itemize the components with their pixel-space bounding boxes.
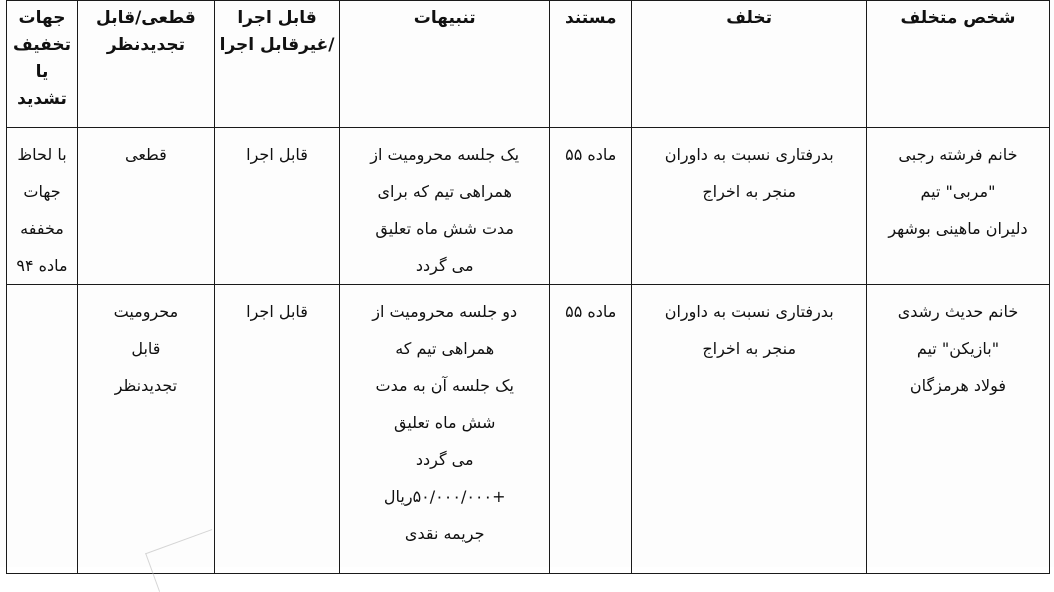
cell-basis: ماده ۵۵	[550, 285, 632, 574]
cell-final: قطعی	[78, 128, 215, 285]
cell-final: محرومیت قابل تجدیدنظر	[78, 285, 215, 574]
header-grounds: جهات تخفیف یا تشدید	[7, 1, 78, 128]
table-row	[7, 285, 1050, 574]
cell-basis: ماده ۵۵	[550, 128, 632, 285]
header-final: قطعی/قابل تجدیدنظر	[78, 1, 215, 128]
header-row	[7, 1, 1050, 128]
cell-penalty: یک جلسه محرومیت از همراهی تیم که برای مدت شش ماه تعلیق می گردد	[340, 128, 550, 285]
cell-violation: بدرفتاری نسبت به داوران منجر به اخراج	[632, 285, 867, 574]
table-row	[7, 128, 1050, 285]
header-penalty: تنبیهات	[340, 1, 550, 128]
header-violation: تخلف	[632, 1, 867, 128]
header-basis: مستند	[550, 1, 632, 128]
header-executable: قابل اجرا /غیرقابل اجرا	[214, 1, 339, 128]
rulings-table	[6, 0, 1050, 574]
cell-penalty: دو جلسه محرومیت از همراهی تیم که یک جلسه آن به مدت شش ماه تعلیق می گردد +۵۰/۰۰۰/۰۰۰ریال جریمه نقدی	[340, 285, 550, 574]
cell-person: خانم حدیث رشدی "بازیکن" تیم فولاد هرمزگان	[866, 285, 1049, 574]
cell-executable: قابل اجرا	[214, 128, 339, 285]
header-person: شخص متخلف	[866, 1, 1049, 128]
cell-grounds: با لحاظ جهات مخففه ماده ۹۴	[7, 128, 78, 285]
cell-violation: بدرفتاری نسبت به داوران منجر به اخراج	[632, 128, 867, 285]
cell-executable: قابل اجرا	[214, 285, 339, 574]
cell-person: خانم فرشته رجبی "مربی" تیم دلیران ماهینی بوشهر	[866, 128, 1049, 285]
cell-grounds	[7, 285, 78, 574]
